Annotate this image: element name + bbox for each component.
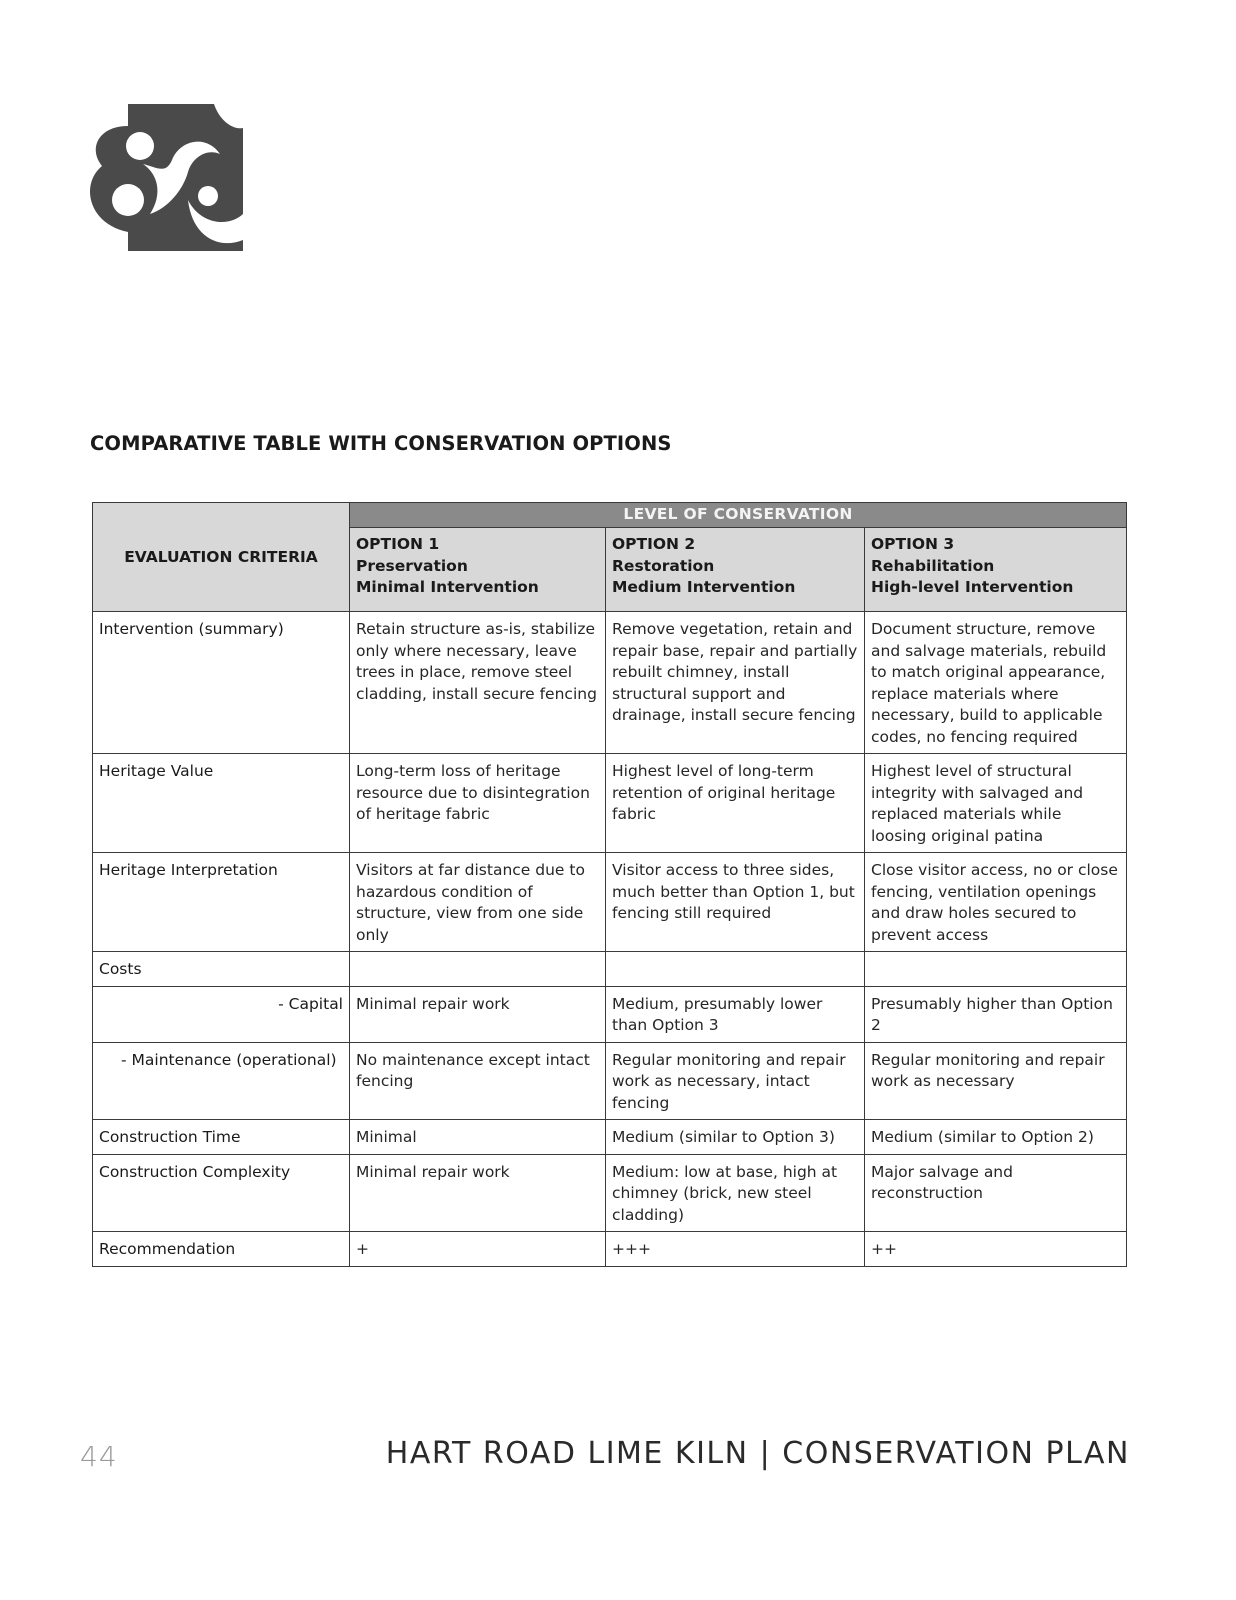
table-row [93, 754, 1127, 853]
option-1-cell: Retain structure as-is, stabilize only where necessary, leave trees in place, remove steel cladding, install secure fencing [350, 612, 606, 754]
option-1-cell [350, 952, 606, 987]
option-level: Medium Intervention [612, 578, 796, 596]
option-level: Minimal Intervention [356, 578, 539, 596]
option-2-cell: Medium, presumably lower than Option 3 [606, 986, 865, 1042]
option-1-cell: + [350, 1232, 606, 1267]
option-number: OPTION 1 [356, 535, 440, 553]
criterion-label: - Capital [93, 986, 350, 1042]
evaluation-criteria-header: EVALUATION CRITERIA [93, 503, 350, 612]
table-header-row [93, 503, 1127, 528]
level-of-conservation-header: LEVEL OF CONSERVATION [350, 503, 1127, 528]
option-3-cell: Major salvage and reconstruction [865, 1154, 1127, 1232]
option-3-cell: Regular monitoring and repair work as necessary [865, 1042, 1127, 1120]
option-name: Preservation [356, 556, 468, 575]
criterion-label: - Maintenance (operational) [93, 1042, 350, 1120]
option-3-header [865, 528, 1127, 612]
conservation-options-table [92, 502, 1127, 1267]
option-3-cell: Highest level of structural integrity with salvaged and replaced materials while loosing original patina [865, 754, 1127, 853]
criterion-label: Costs [93, 952, 350, 987]
ampersand-logo-icon [88, 104, 243, 251]
criterion-label: Heritage Value [93, 754, 350, 853]
page-number: 44 [80, 1440, 118, 1473]
option-2-cell [606, 952, 865, 987]
option-1-cell: Minimal repair work [350, 986, 606, 1042]
footer-title: HART ROAD LIME KILN | CONSERVATION PLAN [385, 1436, 1130, 1471]
option-1-cell: Visitors at far distance due to hazardous condition of structure, view from one side only [350, 853, 606, 952]
criterion-label: Construction Time [93, 1120, 350, 1155]
option-3-cell: Close visitor access, no or close fencing, ventilation openings and draw holes secured to prevent access [865, 853, 1127, 952]
table-row [93, 853, 1127, 952]
option-1-cell: Minimal repair work [350, 1154, 606, 1232]
table-row [93, 1120, 1127, 1155]
criterion-label: Construction Complexity [93, 1154, 350, 1232]
criterion-label: Recommendation [93, 1232, 350, 1267]
table-row [93, 1042, 1127, 1120]
option-1-cell: No maintenance except intact fencing [350, 1042, 606, 1120]
option-name: Rehabilitation [871, 556, 995, 575]
page-heading: COMPARATIVE TABLE WITH CONSERVATION OPTIONS [90, 432, 672, 455]
option-2-cell: Visitor access to three sides, much better than Option 1, but fencing still required [606, 853, 865, 952]
option-2-cell: +++ [606, 1232, 865, 1267]
option-3-cell: Presumably higher than Option 2 [865, 986, 1127, 1042]
option-level: High-level Intervention [871, 578, 1074, 596]
option-2-cell: Regular monitoring and repair work as necessary, intact fencing [606, 1042, 865, 1120]
option-2-cell: Medium: low at base, high at chimney (brick, new steel cladding) [606, 1154, 865, 1232]
option-2-cell: Medium (similar to Option 3) [606, 1120, 865, 1155]
option-1-cell: Long-term loss of heritage resource due to disintegration of heritage fabric [350, 754, 606, 853]
option-3-cell [865, 952, 1127, 987]
option-3-cell: Document structure, remove and salvage materials, rebuild to match original appearance, replace materials where necessary, build to applicable codes, no fencing required [865, 612, 1127, 754]
table-row [93, 1154, 1127, 1232]
option-number: OPTION 2 [612, 535, 696, 553]
criterion-label: Heritage Interpretation [93, 853, 350, 952]
option-3-cell: ++ [865, 1232, 1127, 1267]
table-row [93, 986, 1127, 1042]
option-name: Restoration [612, 556, 715, 575]
table-row [93, 612, 1127, 754]
option-1-cell: Minimal [350, 1120, 606, 1155]
criterion-label: Intervention (summary) [93, 612, 350, 754]
table-row [93, 1232, 1127, 1267]
option-2-cell: Highest level of long-term retention of original heritage fabric [606, 754, 865, 853]
option-number: OPTION 3 [871, 535, 955, 553]
table-row [93, 952, 1127, 987]
option-2-cell: Remove vegetation, retain and repair base, repair and partially rebuilt chimney, install structural support and drainage, install secure fencing [606, 612, 865, 754]
option-2-header [606, 528, 865, 612]
option-1-header [350, 528, 606, 612]
option-3-cell: Medium (similar to Option 2) [865, 1120, 1127, 1155]
